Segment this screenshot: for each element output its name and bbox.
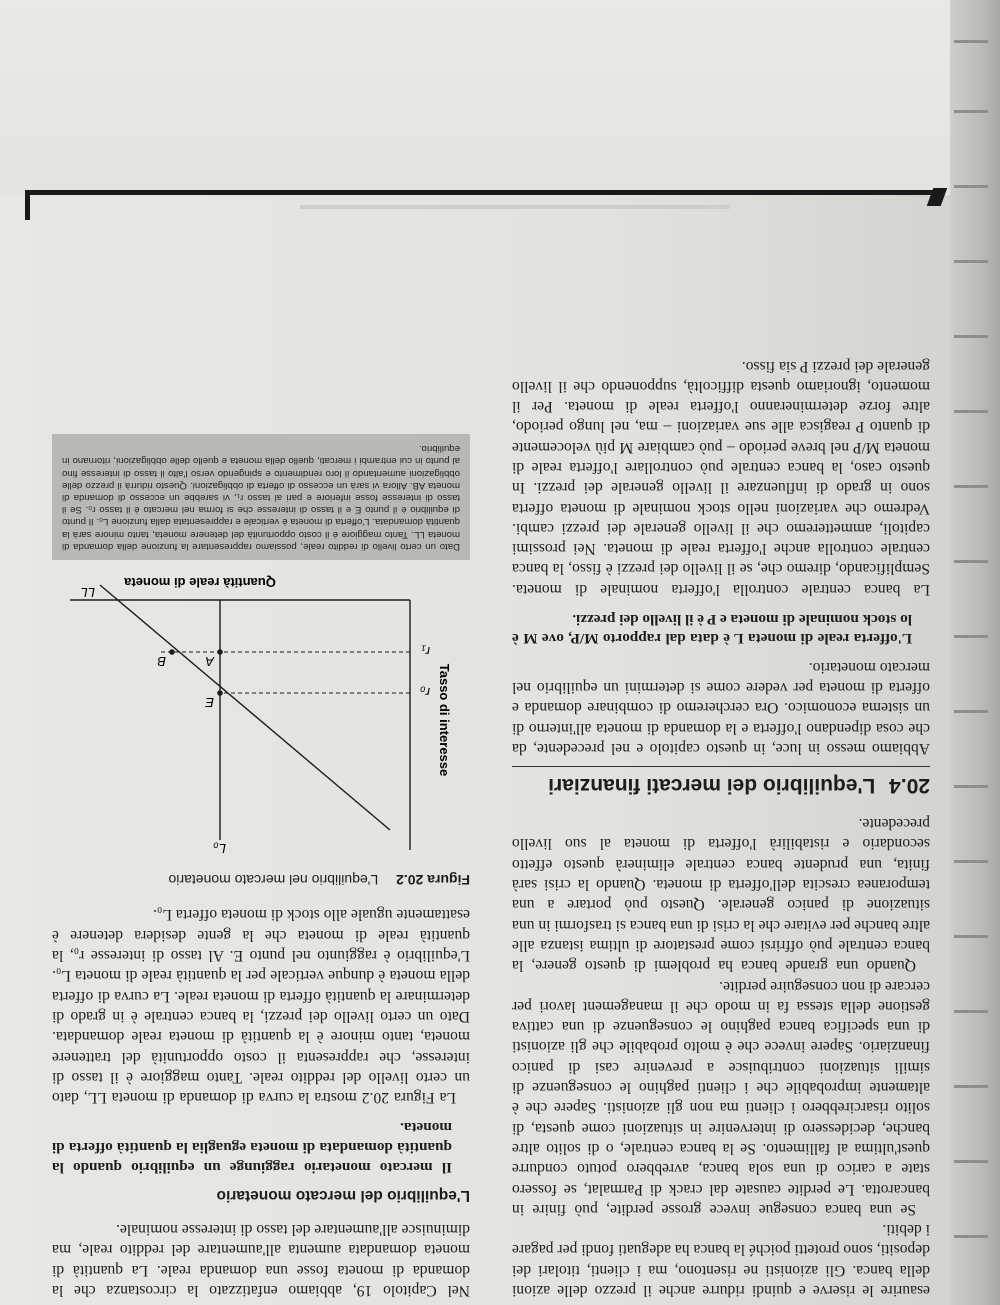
x-tick-L0: L₀	[213, 840, 226, 856]
text-column-crisis	[512, 355, 930, 1300]
point-E	[217, 690, 223, 696]
key-concept-box: Il mercato monetario raggiunge un equilibrio quando la quantità domandata di moneta eguaglia la quantità offerta di moneta.	[52, 1118, 452, 1176]
bleed-through-area	[0, 0, 1000, 195]
figure-explanation: Dato un certo livello di reddito reale, possiamo rappresentare la funzione della domanda di moneta LL. Tanto maggiore è il costo opportunità del detenere moneta, tanto minore sarà la quantità domandata. L'offerta di moneta è verticale e rappresentata dalla funzione L₀. Il punto di equilibrio è il punto E e il tasso di interesse che si forma nel mercato è il tasso r₀. Se il tasso di interesse fosse inferiore e pari al tasso r₁, vi sarebbe un eccesso di domanda di moneta AB. Allora vi sarà un eccesso di offerta di obbligazioni. Questo ridurrà il prezzo delle obbligazioni aumentando il loro rendimento e spingendo verso l'alto il tasso di interesse fino al punto in cui entrambi i mercati, quello della moneta e quello delle obbligazioni, ritornano in equilibrio.	[52, 434, 470, 560]
x-axis-label: Quantità reale di moneta	[124, 574, 276, 590]
text-column-money-market	[52, 434, 470, 1300]
section-number: 20.4	[889, 773, 930, 797]
subheading: L'equilibrio del mercato monetario	[216, 1186, 470, 1204]
paragraph: Se una banca consegue invece grosse perdite, può finire in bancarotta. Le perdite causate dal crack di Parmalat, se fossero state a carico di una sola banca, avrebbero potuto condurre quest'ultima al fallimento. Se la banca centrale, o di solito altre banche, decidessero di intervenire in situazioni come questa, di solito risarcirebbero i clienti ma non gli azionisti. Sapere che è altamente improbabile che i clienti paghino le conseguenze di simili situazioni contribuisce a prevenire casi di panico finanziario. Sapere invece che è molto probabile che gli azionisti di una specifica banca paghino le conseguenze di una cattiva gestione della stessa fa in modo che il management lavori per cercare di non conseguire perdite.	[512, 977, 930, 1218]
paragraph: Nel Capitolo 19, abbiamo enfatizzato la circostanza che la domanda di moneta fosse una domanda reale. La quantità di moneta domandata aumenta all'aumentare del reddito reale, ma diminuisce all'aumentare del tasso di interesse nominale.	[52, 1221, 470, 1299]
book-binding	[950, 0, 1000, 1305]
point-A	[217, 649, 223, 655]
y-tick-r0: r₀	[420, 684, 430, 700]
paragraph: La banca centrale controlla l'offerta nominale di moneta. Semplificando, diremo che, se il livello dei prezzi è fisso, la banca centrale controlla anche l'offerta reale di moneta. Nei prossimi capitoli, ammetteremo che il livello generale dei prezzi cambi. Vedremo che variazioni nello stock nominale di moneta offerta sono in grado di influenzare il livello generale dei prezzi. In questo caso, la banca centrale può controllare l'offerta reale di moneta M/P nel breve periodo – può cambiare M più velocemente di quanto P reagisca alle sue variazioni – ma, nel lungo periodo, altre forze determineranno l'offerta reale di moneta. Per il momento, ignoriamo questa difficoltà, supponendo che il livello generale dei prezzi P sia fisso.	[512, 357, 930, 598]
figure-caption	[52, 870, 470, 890]
label-A: A	[205, 653, 214, 669]
curve-label-LL: LL	[80, 584, 95, 600]
paragraph: Quando una grande banca ha problemi di questo genere, la banca centrale può offrirsi come prestatore di ultima istanza alle altre banche per evitare che la crisi di una banca si trasformi in una situazione di panico generale. Questo può portare a una temporanea crescita dell'offerta di moneta. Quando la crisi sarà finita, una prudente banca centrale eliminerà questo effetto secondario e ristabilirà l'offerta di moneta al suo livello precedente.	[512, 815, 930, 975]
section-heading	[512, 766, 930, 797]
paragraph: Abbiamo messo in luce, in questo capitolo e nel precedente, da che cosa dipendano l'offerta e la domanda di moneta all'interno di un sistema economico. Ora cercheremo di combinare domanda e offerta di moneta per vedere come si determini un equilibrio nel mercato monetario.	[512, 658, 930, 757]
label-B: B	[157, 653, 166, 669]
demand-curve-LL	[100, 585, 390, 830]
y-axis-label: Tasso di interesse	[437, 663, 452, 777]
label-E: E	[205, 694, 214, 710]
figure-title: L'equilibrio nel mercato monetario	[168, 872, 379, 889]
point-B	[169, 649, 175, 655]
page-corner-left	[25, 190, 30, 220]
book-page-rotated	[40, 200, 940, 1300]
figure-number: Figura 20.2	[396, 872, 470, 889]
money-market-chart	[52, 570, 470, 870]
y-tick-r1: r₁	[421, 643, 430, 659]
paragraph: esaurire le riserve e quindi ridurre anche il prezzo delle azioni della banca. Gli azionisti ne risentono, ma i clienti, titolari dei depositi, sono protetti poiché la banca ha adeguati fondi per pagare i debiti.	[512, 1221, 930, 1299]
paragraph: La Figura 20.2 mostra la curva di domanda di moneta LL, dato un certo livello del reddito reale. Tanto maggiore è il tasso di interesse, che rappresenta il costo opportunità del trattenere moneta, tanto minore è la quantità di moneta reale domandata. Dato un certo livello dei prezzi, la banca centrale è in grado di determinare la quantità offerta di moneta reale. La curva di offerta della moneta è dunque verticale per la quantità reale di moneta L₀. L'equilibrio è raggiunto nel punto E. Al tasso di interesse r₀, la quantità reale di moneta che la gente desidera detenere è esattamente uguale allo stock di moneta offerta L₀.	[52, 906, 470, 1107]
key-concept-box: L'offerta reale di moneta L è data dal rapporto M/P, ove M è lo stock nominale di moneta e P è il livello dei prezzi.	[512, 610, 912, 648]
section-title: L'equilibrio dei mercati finanziari	[548, 773, 876, 797]
figure-20-2	[52, 434, 470, 890]
